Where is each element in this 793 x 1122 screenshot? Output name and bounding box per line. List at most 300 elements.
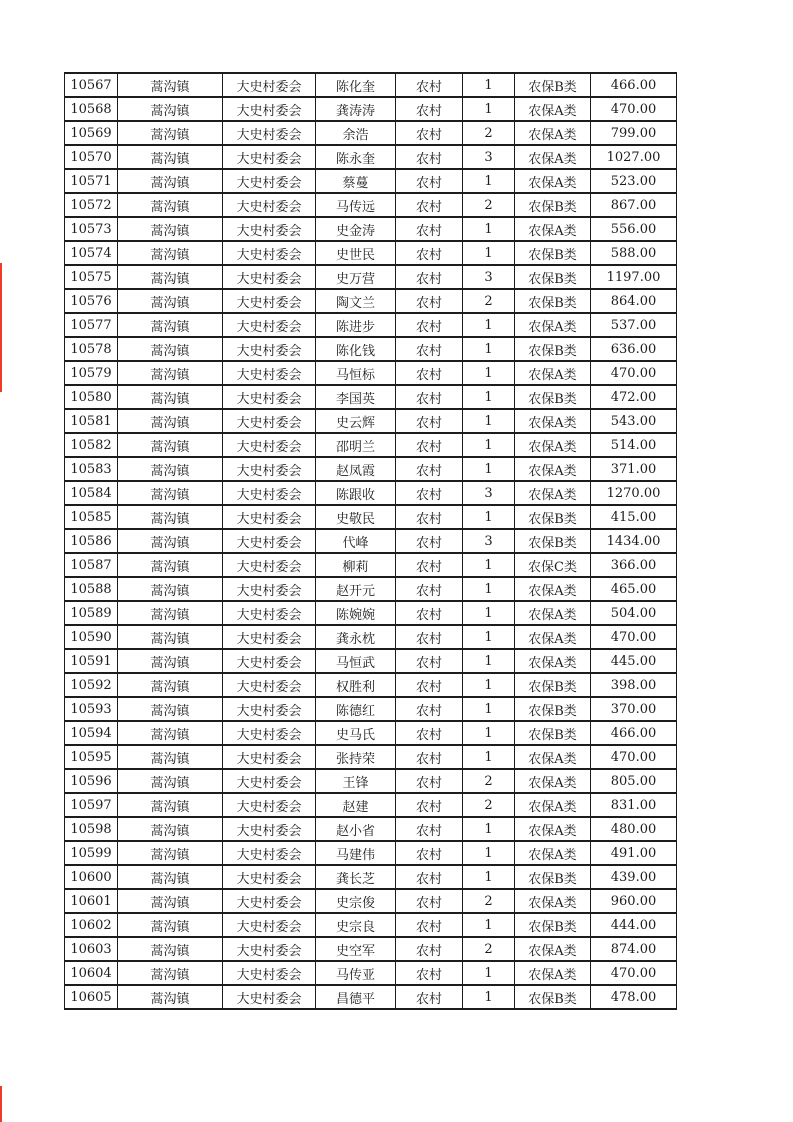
cell-amount: 478.00	[591, 985, 677, 1009]
cell-serial: 10595	[65, 745, 118, 769]
cell-town: 蒿沟镇	[118, 433, 223, 457]
cell-committee: 大史村委会	[223, 625, 316, 649]
cell-amount: 588.00	[591, 241, 677, 265]
table-row	[65, 505, 677, 529]
cell-committee: 大史村委会	[223, 889, 316, 913]
cell-residence: 农村	[396, 553, 463, 577]
cell-count: 2	[463, 793, 515, 817]
cell-amount: 366.00	[591, 553, 677, 577]
cell-insurance_type: 农保B类	[515, 913, 591, 937]
cell-name: 陈德红	[316, 697, 396, 721]
cell-residence: 农村	[396, 457, 463, 481]
cell-town: 蒿沟镇	[118, 793, 223, 817]
cell-name: 陈化奎	[316, 73, 396, 97]
cell-residence: 农村	[396, 193, 463, 217]
cell-name: 龚涛涛	[316, 97, 396, 121]
cell-name: 权胜利	[316, 673, 396, 697]
cell-serial: 10580	[65, 385, 118, 409]
cell-count: 1	[463, 985, 515, 1009]
cell-name: 陈跟收	[316, 481, 396, 505]
cell-amount: 523.00	[591, 169, 677, 193]
cell-insurance_type: 农保A类	[515, 169, 591, 193]
cell-town: 蒿沟镇	[118, 937, 223, 961]
cell-count: 1	[463, 385, 515, 409]
cell-count: 1	[463, 577, 515, 601]
cell-amount: 960.00	[591, 889, 677, 913]
cell-town: 蒿沟镇	[118, 169, 223, 193]
cell-town: 蒿沟镇	[118, 913, 223, 937]
cell-serial: 10574	[65, 241, 118, 265]
cell-town: 蒿沟镇	[118, 73, 223, 97]
cell-amount: 537.00	[591, 313, 677, 337]
table-row	[65, 169, 677, 193]
cell-count: 1	[463, 673, 515, 697]
cell-serial: 10575	[65, 265, 118, 289]
cell-insurance_type: 农保B类	[515, 289, 591, 313]
cell-insurance_type: 农保B类	[515, 697, 591, 721]
cell-town: 蒿沟镇	[118, 529, 223, 553]
cell-committee: 大史村委会	[223, 793, 316, 817]
cell-name: 王锋	[316, 769, 396, 793]
cell-insurance_type: 农保A类	[515, 97, 591, 121]
cell-committee: 大史村委会	[223, 385, 316, 409]
cell-town: 蒿沟镇	[118, 721, 223, 745]
cell-residence: 农村	[396, 649, 463, 673]
cell-committee: 大史村委会	[223, 985, 316, 1009]
cell-serial: 10577	[65, 313, 118, 337]
cell-residence: 农村	[396, 841, 463, 865]
cell-count: 2	[463, 121, 515, 145]
cell-amount: 864.00	[591, 289, 677, 313]
table-row	[65, 433, 677, 457]
cell-name: 昌德平	[316, 985, 396, 1009]
cell-insurance_type: 农保A类	[515, 481, 591, 505]
cell-insurance_type: 农保A类	[515, 745, 591, 769]
cell-amount: 831.00	[591, 793, 677, 817]
cell-insurance_type: 农保A类	[515, 601, 591, 625]
cell-amount: 439.00	[591, 865, 677, 889]
cell-name: 马建伟	[316, 841, 396, 865]
cell-name: 史世民	[316, 241, 396, 265]
cell-town: 蒿沟镇	[118, 361, 223, 385]
cell-town: 蒿沟镇	[118, 265, 223, 289]
table-row	[65, 577, 677, 601]
cell-town: 蒿沟镇	[118, 121, 223, 145]
table-row	[65, 817, 677, 841]
cell-count: 1	[463, 961, 515, 985]
cell-insurance_type: 农保A类	[515, 841, 591, 865]
cell-count: 1	[463, 745, 515, 769]
cell-name: 陈进步	[316, 313, 396, 337]
cell-serial: 10592	[65, 673, 118, 697]
cell-count: 1	[463, 505, 515, 529]
cell-residence: 农村	[396, 913, 463, 937]
table-row	[65, 865, 677, 889]
cell-name: 柳莉	[316, 553, 396, 577]
cell-committee: 大史村委会	[223, 601, 316, 625]
cell-residence: 农村	[396, 169, 463, 193]
table-row	[65, 409, 677, 433]
cell-residence: 农村	[396, 145, 463, 169]
cell-amount: 470.00	[591, 361, 677, 385]
cell-serial: 10603	[65, 937, 118, 961]
table-row	[65, 241, 677, 265]
cell-town: 蒿沟镇	[118, 625, 223, 649]
cell-residence: 农村	[396, 337, 463, 361]
cell-serial: 10586	[65, 529, 118, 553]
cell-name: 赵凤霞	[316, 457, 396, 481]
cell-insurance_type: 农保B类	[515, 673, 591, 697]
cell-serial: 10597	[65, 793, 118, 817]
cell-town: 蒿沟镇	[118, 601, 223, 625]
cell-committee: 大史村委会	[223, 121, 316, 145]
cell-residence: 农村	[396, 265, 463, 289]
cell-town: 蒿沟镇	[118, 889, 223, 913]
cell-serial: 10581	[65, 409, 118, 433]
table-row	[65, 529, 677, 553]
cell-residence: 农村	[396, 721, 463, 745]
cell-amount: 504.00	[591, 601, 677, 625]
cell-amount: 556.00	[591, 217, 677, 241]
cell-committee: 大史村委会	[223, 409, 316, 433]
cell-count: 1	[463, 817, 515, 841]
cell-residence: 农村	[396, 889, 463, 913]
cell-name: 马传远	[316, 193, 396, 217]
cell-name: 马恒标	[316, 361, 396, 385]
cell-name: 马传亚	[316, 961, 396, 985]
cell-amount: 805.00	[591, 769, 677, 793]
cell-town: 蒿沟镇	[118, 865, 223, 889]
cell-residence: 农村	[396, 433, 463, 457]
cell-committee: 大史村委会	[223, 457, 316, 481]
cell-committee: 大史村委会	[223, 433, 316, 457]
cell-town: 蒿沟镇	[118, 673, 223, 697]
cell-town: 蒿沟镇	[118, 505, 223, 529]
cell-count: 2	[463, 889, 515, 913]
cell-count: 1	[463, 865, 515, 889]
cell-serial: 10598	[65, 817, 118, 841]
cell-committee: 大史村委会	[223, 193, 316, 217]
cell-name: 陈化钱	[316, 337, 396, 361]
cell-insurance_type: 农保B类	[515, 865, 591, 889]
cell-committee: 大史村委会	[223, 73, 316, 97]
cell-committee: 大史村委会	[223, 169, 316, 193]
cell-committee: 大史村委会	[223, 865, 316, 889]
table-row	[65, 649, 677, 673]
cell-serial: 10601	[65, 889, 118, 913]
cell-residence: 农村	[396, 937, 463, 961]
cell-town: 蒿沟镇	[118, 385, 223, 409]
table-row	[65, 337, 677, 361]
cell-serial: 10588	[65, 577, 118, 601]
cell-committee: 大史村委会	[223, 937, 316, 961]
cell-amount: 636.00	[591, 337, 677, 361]
table-row	[65, 385, 677, 409]
cell-count: 1	[463, 697, 515, 721]
cell-residence: 农村	[396, 481, 463, 505]
cell-insurance_type: 农保B类	[515, 193, 591, 217]
cell-amount: 370.00	[591, 697, 677, 721]
cell-count: 1	[463, 913, 515, 937]
cell-committee: 大史村委会	[223, 577, 316, 601]
cell-amount: 470.00	[591, 97, 677, 121]
cell-committee: 大史村委会	[223, 769, 316, 793]
cell-count: 2	[463, 289, 515, 313]
cell-serial: 10596	[65, 769, 118, 793]
cell-residence: 农村	[396, 697, 463, 721]
cell-name: 余浩	[316, 121, 396, 145]
table-row	[65, 481, 677, 505]
table-row	[65, 961, 677, 985]
cell-serial: 10594	[65, 721, 118, 745]
table-row	[65, 937, 677, 961]
cell-serial: 10593	[65, 697, 118, 721]
cell-count: 1	[463, 649, 515, 673]
cell-count: 1	[463, 361, 515, 385]
cell-count: 1	[463, 97, 515, 121]
cell-committee: 大史村委会	[223, 265, 316, 289]
cell-insurance_type: 农保A类	[515, 961, 591, 985]
cell-name: 史万营	[316, 265, 396, 289]
table-row	[65, 553, 677, 577]
cell-residence: 农村	[396, 817, 463, 841]
cell-town: 蒿沟镇	[118, 769, 223, 793]
cell-residence: 农村	[396, 745, 463, 769]
cell-residence: 农村	[396, 673, 463, 697]
cell-town: 蒿沟镇	[118, 289, 223, 313]
cell-town: 蒿沟镇	[118, 337, 223, 361]
cell-insurance_type: 农保A类	[515, 793, 591, 817]
table-row	[65, 145, 677, 169]
cell-serial: 10573	[65, 217, 118, 241]
cell-name: 史马氏	[316, 721, 396, 745]
cell-serial: 10571	[65, 169, 118, 193]
table-row	[65, 985, 677, 1009]
cell-town: 蒿沟镇	[118, 145, 223, 169]
cell-count: 1	[463, 409, 515, 433]
cell-name: 龚永枕	[316, 625, 396, 649]
cell-count: 1	[463, 721, 515, 745]
cell-name: 李国英	[316, 385, 396, 409]
cell-serial: 10579	[65, 361, 118, 385]
cell-count: 1	[463, 625, 515, 649]
cell-name: 蔡蔓	[316, 169, 396, 193]
cell-name: 赵建	[316, 793, 396, 817]
cell-amount: 445.00	[591, 649, 677, 673]
cell-insurance_type: 农保A类	[515, 433, 591, 457]
cell-amount: 466.00	[591, 73, 677, 97]
cell-residence: 农村	[396, 313, 463, 337]
cell-amount: 867.00	[591, 193, 677, 217]
cell-town: 蒿沟镇	[118, 553, 223, 577]
cell-residence: 农村	[396, 121, 463, 145]
roster-table	[64, 72, 677, 1010]
cell-residence: 农村	[396, 577, 463, 601]
table-row	[65, 193, 677, 217]
cell-town: 蒿沟镇	[118, 697, 223, 721]
table-row	[65, 97, 677, 121]
cell-serial: 10570	[65, 145, 118, 169]
table-row	[65, 745, 677, 769]
cell-residence: 农村	[396, 73, 463, 97]
cell-amount: 470.00	[591, 961, 677, 985]
cell-count: 3	[463, 529, 515, 553]
cell-committee: 大史村委会	[223, 745, 316, 769]
table-row	[65, 601, 677, 625]
cell-serial: 10576	[65, 289, 118, 313]
cell-residence: 农村	[396, 865, 463, 889]
cell-count: 1	[463, 601, 515, 625]
cell-committee: 大史村委会	[223, 841, 316, 865]
cell-amount: 371.00	[591, 457, 677, 481]
cell-count: 3	[463, 145, 515, 169]
cell-committee: 大史村委会	[223, 673, 316, 697]
cell-residence: 农村	[396, 361, 463, 385]
cell-name: 史宗俊	[316, 889, 396, 913]
cell-town: 蒿沟镇	[118, 985, 223, 1009]
cell-count: 2	[463, 769, 515, 793]
cell-insurance_type: 农保A类	[515, 817, 591, 841]
cell-residence: 农村	[396, 769, 463, 793]
cell-serial: 10572	[65, 193, 118, 217]
cell-town: 蒿沟镇	[118, 193, 223, 217]
cell-insurance_type: 农保B类	[515, 985, 591, 1009]
cell-amount: 874.00	[591, 937, 677, 961]
cell-amount: 543.00	[591, 409, 677, 433]
cell-count: 2	[463, 937, 515, 961]
cell-residence: 农村	[396, 217, 463, 241]
cell-name: 陈婉婉	[316, 601, 396, 625]
cell-amount: 465.00	[591, 577, 677, 601]
cell-insurance_type: 农保A类	[515, 361, 591, 385]
cell-committee: 大史村委会	[223, 313, 316, 337]
cell-committee: 大史村委会	[223, 337, 316, 361]
cell-amount: 1270.00	[591, 481, 677, 505]
roster-table-body	[65, 73, 677, 1009]
cell-name: 史空军	[316, 937, 396, 961]
cell-serial: 10567	[65, 73, 118, 97]
cell-committee: 大史村委会	[223, 721, 316, 745]
cell-committee: 大史村委会	[223, 361, 316, 385]
cell-residence: 农村	[396, 793, 463, 817]
cell-committee: 大史村委会	[223, 817, 316, 841]
cell-amount: 415.00	[591, 505, 677, 529]
cell-committee: 大史村委会	[223, 97, 316, 121]
cell-count: 1	[463, 313, 515, 337]
table-row	[65, 265, 677, 289]
cell-count: 1	[463, 241, 515, 265]
cell-insurance_type: 农保B类	[515, 505, 591, 529]
cell-count: 1	[463, 553, 515, 577]
cell-town: 蒿沟镇	[118, 961, 223, 985]
cell-serial: 10582	[65, 433, 118, 457]
cell-committee: 大史村委会	[223, 649, 316, 673]
cell-serial: 10569	[65, 121, 118, 145]
cell-insurance_type: 农保B类	[515, 265, 591, 289]
cell-town: 蒿沟镇	[118, 649, 223, 673]
cell-residence: 农村	[396, 409, 463, 433]
cell-committee: 大史村委会	[223, 241, 316, 265]
cell-count: 1	[463, 169, 515, 193]
cell-insurance_type: 农保A类	[515, 625, 591, 649]
cell-residence: 农村	[396, 241, 463, 265]
cell-name: 赵小省	[316, 817, 396, 841]
cell-count: 1	[463, 337, 515, 361]
cell-insurance_type: 农保B类	[515, 721, 591, 745]
cell-insurance_type: 农保A类	[515, 145, 591, 169]
table-row	[65, 673, 677, 697]
cell-residence: 农村	[396, 289, 463, 313]
cell-insurance_type: 农保B类	[515, 385, 591, 409]
cell-residence: 农村	[396, 505, 463, 529]
cell-count: 1	[463, 841, 515, 865]
cell-serial: 10585	[65, 505, 118, 529]
cell-insurance_type: 农保A类	[515, 649, 591, 673]
cell-committee: 大史村委会	[223, 961, 316, 985]
cell-town: 蒿沟镇	[118, 241, 223, 265]
cell-count: 1	[463, 73, 515, 97]
table-row	[65, 121, 677, 145]
red-edge-mark	[0, 263, 2, 392]
cell-amount: 466.00	[591, 721, 677, 745]
cell-residence: 农村	[396, 961, 463, 985]
table-row	[65, 697, 677, 721]
cell-committee: 大史村委会	[223, 289, 316, 313]
cell-name: 史敬民	[316, 505, 396, 529]
cell-insurance_type: 农保B类	[515, 241, 591, 265]
cell-amount: 480.00	[591, 817, 677, 841]
table-row	[65, 361, 677, 385]
cell-amount: 514.00	[591, 433, 677, 457]
cell-serial: 10583	[65, 457, 118, 481]
table-row	[65, 889, 677, 913]
cell-town: 蒿沟镇	[118, 457, 223, 481]
cell-serial: 10568	[65, 97, 118, 121]
cell-insurance_type: 农保C类	[515, 553, 591, 577]
table-row	[65, 73, 677, 97]
cell-amount: 472.00	[591, 385, 677, 409]
cell-insurance_type: 农保A类	[515, 769, 591, 793]
cell-amount: 491.00	[591, 841, 677, 865]
cell-name: 马恒武	[316, 649, 396, 673]
cell-amount: 470.00	[591, 745, 677, 769]
cell-name: 史金涛	[316, 217, 396, 241]
cell-committee: 大史村委会	[223, 145, 316, 169]
cell-name: 史云辉	[316, 409, 396, 433]
table-row	[65, 841, 677, 865]
cell-town: 蒿沟镇	[118, 97, 223, 121]
cell-insurance_type: 农保B类	[515, 73, 591, 97]
cell-name: 代峰	[316, 529, 396, 553]
cell-town: 蒿沟镇	[118, 313, 223, 337]
table-row	[65, 913, 677, 937]
cell-insurance_type: 农保A类	[515, 889, 591, 913]
table-row	[65, 289, 677, 313]
cell-serial: 10591	[65, 649, 118, 673]
cell-residence: 农村	[396, 529, 463, 553]
cell-name: 陶文兰	[316, 289, 396, 313]
cell-residence: 农村	[396, 385, 463, 409]
cell-serial: 10587	[65, 553, 118, 577]
cell-residence: 农村	[396, 97, 463, 121]
cell-count: 1	[463, 217, 515, 241]
cell-town: 蒿沟镇	[118, 409, 223, 433]
cell-amount: 1027.00	[591, 145, 677, 169]
cell-insurance_type: 农保A类	[515, 937, 591, 961]
cell-committee: 大史村委会	[223, 697, 316, 721]
table-row	[65, 313, 677, 337]
cell-town: 蒿沟镇	[118, 217, 223, 241]
